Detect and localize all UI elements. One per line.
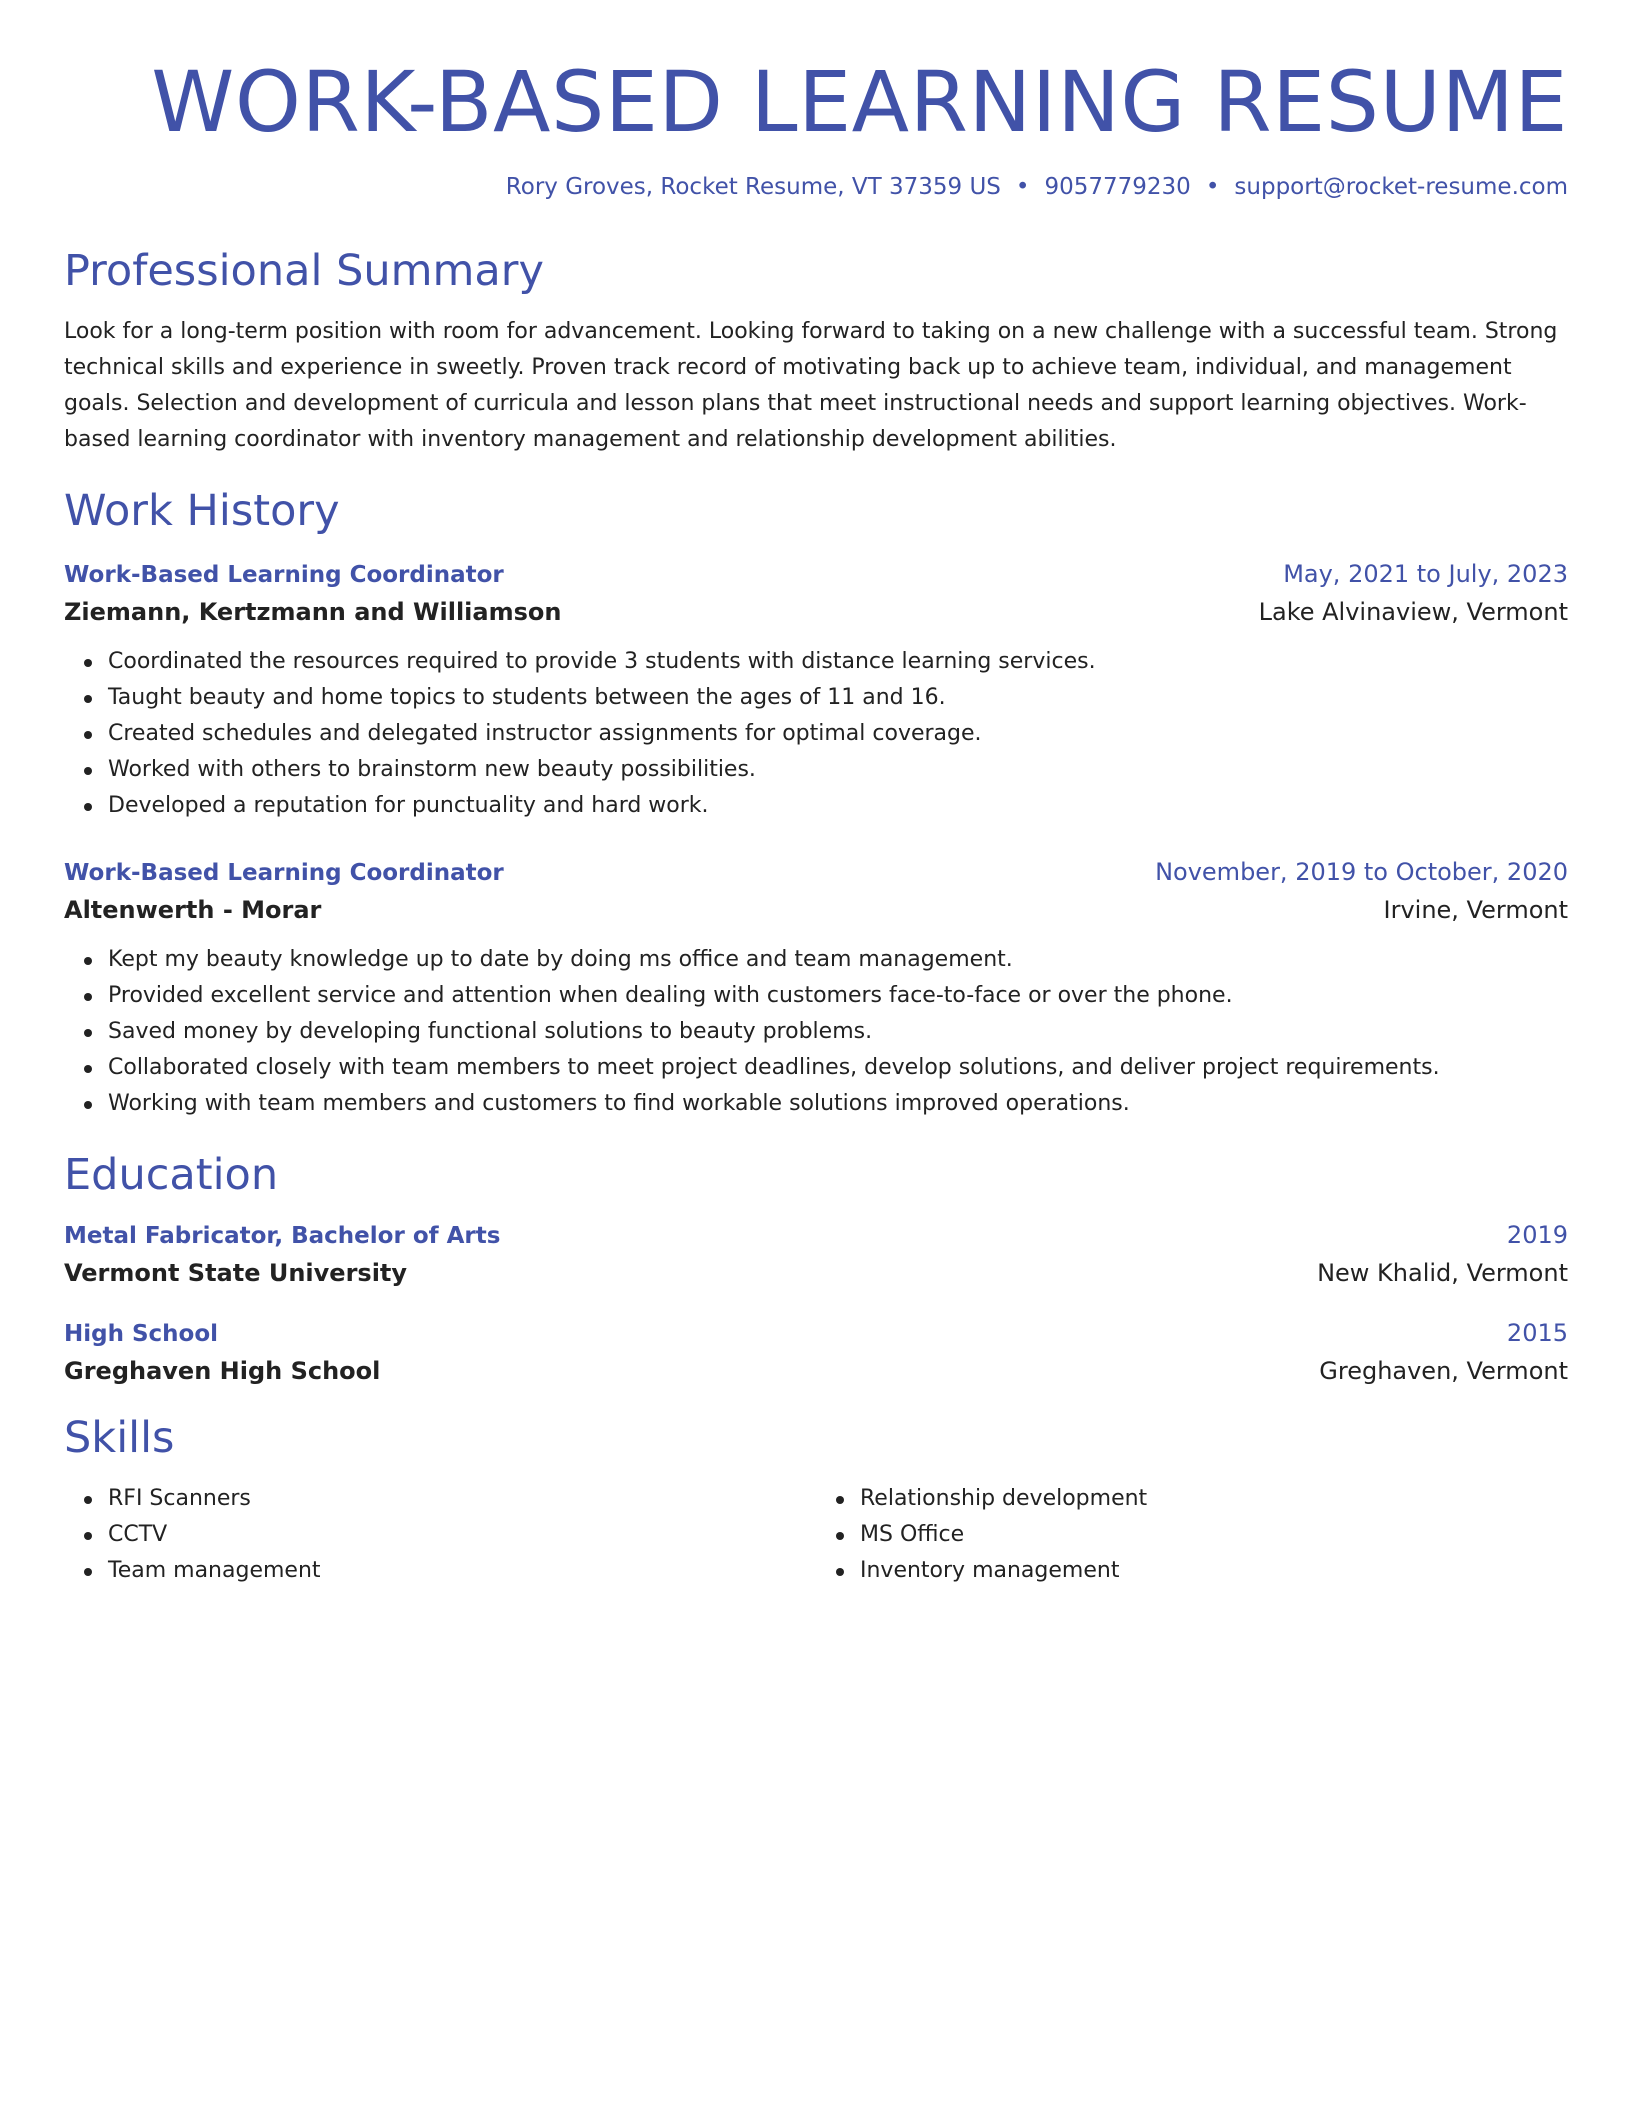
job-dates: May, 2021 to July, 2023 — [1283, 559, 1568, 588]
skills-column-right — [816, 1481, 1568, 1589]
skills-grid — [64, 1481, 1568, 1589]
job-company: Ziemann, Kertzmann and Williamson — [64, 597, 562, 626]
list-item: MS Office — [860, 1517, 1568, 1553]
bullet-separator: • — [1015, 174, 1030, 201]
skills-list — [64, 1481, 816, 1589]
skills-column-left — [64, 1481, 816, 1589]
list-item: RFI Scanners — [108, 1481, 816, 1517]
list-item: Created schedules and delegated instructor assignments for optimal coverage. — [108, 716, 1568, 752]
job-entry — [64, 560, 1568, 824]
list-item: Worked with others to brainstorm new beauty possibilities. — [108, 752, 1568, 788]
education-section — [64, 1150, 1568, 1386]
contact-phone: 9057779230 — [1044, 174, 1191, 201]
summary-heading: Professional Summary — [64, 246, 544, 297]
list-item: Saved money by developing functional solutions to beauty problems. — [108, 1014, 1568, 1050]
list-item: Team management — [108, 1553, 816, 1589]
list-item: Coordinated the resources required to provide 3 students with distance learning services. — [108, 644, 1568, 680]
skills-list — [816, 1481, 1568, 1589]
resume-title: WORK-BASED LEARNING RESUME — [151, 53, 1568, 151]
list-item: Provided excellent service and attention when dealing with customers face-to-face or over the phone. — [108, 978, 1568, 1014]
education-location: Greghaven, Vermont — [1319, 1357, 1568, 1386]
skills-heading: Skills — [64, 1413, 175, 1464]
skills-section — [64, 1413, 1568, 1589]
job-entry — [64, 858, 1568, 1122]
job-title: Work-Based Learning Coordinator — [64, 859, 504, 886]
list-item: Inventory management — [860, 1553, 1568, 1589]
contact-email: support@rocket-resume.com — [1234, 174, 1568, 201]
summary-text: Look for a long-term position with room for advancement. Looking forward to taking on a new challenge with a successful team. Strong technical skills and experience in sweetly. Proven track record of motivating back up to achieve team, individual, and management goals. Selection and development of curricula and lesson plans that meet instructional needs and support learning objectives. Work-based learning coordinator with inventory management and relationship development abilities. — [64, 318, 1558, 452]
education-school: Vermont State University — [64, 1259, 408, 1288]
job-duties-list — [64, 644, 1568, 824]
list-item: Developed a reputation for punctuality and hard work. — [108, 788, 1568, 824]
job-duties-list — [64, 942, 1568, 1122]
education-degree: High School — [64, 1321, 219, 1348]
education-location: New Khalid, Vermont — [1317, 1259, 1568, 1288]
work-history-section — [64, 486, 1568, 1122]
education-year: 2019 — [1506, 1221, 1568, 1250]
job-location: Lake Alvinaview, Vermont — [1258, 597, 1568, 626]
job-location: Irvine, Vermont — [1383, 895, 1568, 924]
list-item: Collaborated closely with team members to meet project deadlines, develop solutions, and deliver project requirements. — [108, 1050, 1568, 1086]
education-school: Greghaven High School — [64, 1357, 381, 1386]
contact-address: Rory Groves, Rocket Resume, VT 37359 US — [505, 174, 1001, 201]
job-company: Altenwerth - Morar — [64, 895, 322, 924]
list-item: Taught beauty and home topics to students between the ages of 11 and 16. — [108, 680, 1568, 716]
list-item: CCTV — [108, 1517, 816, 1553]
education-year: 2015 — [1506, 1319, 1568, 1348]
education-entry — [64, 1319, 1568, 1385]
education-degree: Metal Fabricator, Bachelor of Arts — [64, 1223, 501, 1250]
work-history-heading: Work History — [64, 485, 340, 536]
education-heading: Education — [64, 1149, 279, 1200]
education-entry — [64, 1221, 1568, 1287]
list-item: Relationship development — [860, 1481, 1568, 1517]
list-item: Kept my beauty knowledge up to date by doing ms office and team management. — [108, 942, 1568, 978]
list-item: Working with team members and customers to find workable solutions improved operations. — [108, 1086, 1568, 1122]
contact-line — [64, 174, 1568, 200]
bullet-separator: • — [1205, 174, 1220, 201]
job-dates: November, 2019 to October, 2020 — [1155, 857, 1568, 886]
job-title: Work-Based Learning Coordinator — [64, 561, 504, 588]
